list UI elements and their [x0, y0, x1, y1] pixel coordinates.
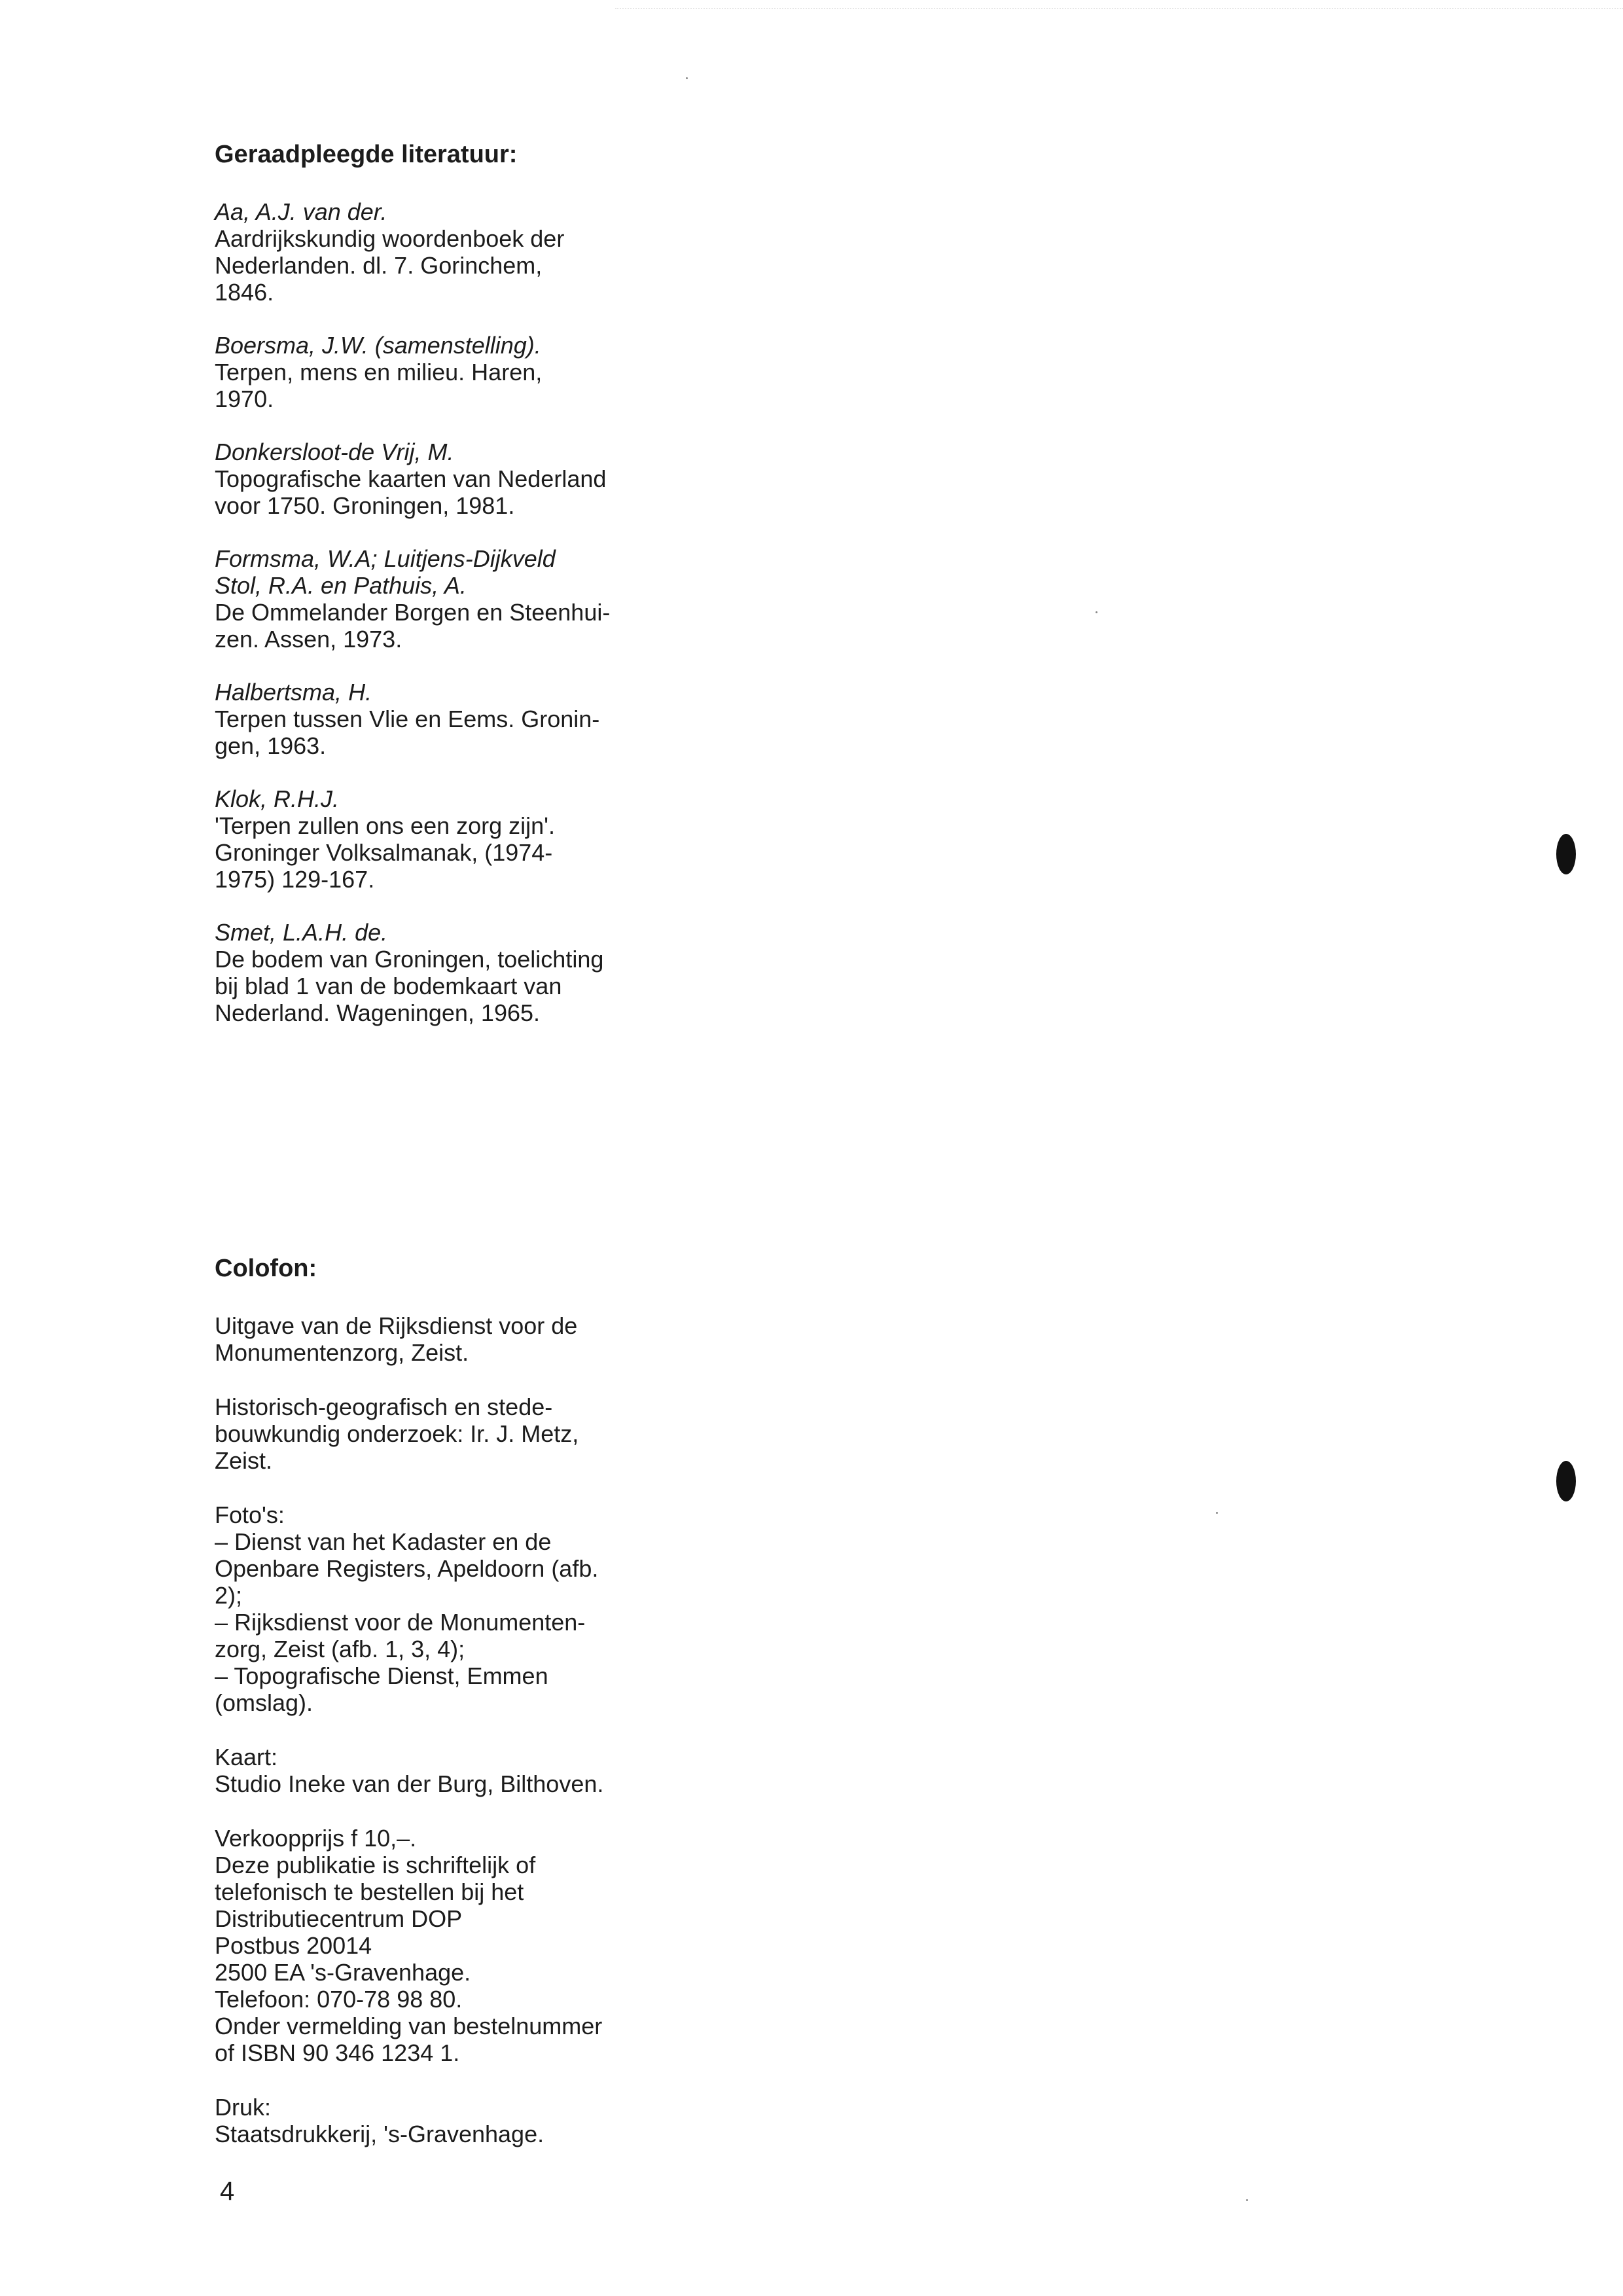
- colofon-heading: Colofon:: [215, 1255, 317, 1282]
- literature-entry: [215, 545, 673, 653]
- entry-text: De bodem van Groningen, toelichting bij blad 1 van de bodemkaart van Nederland. Wageningen, 1965.: [215, 946, 604, 1026]
- entry-author: Aa, A.J. van der.: [215, 198, 387, 225]
- scan-speck: [1216, 1512, 1218, 1514]
- entry-author: Smet, L.A.H. de.: [215, 919, 388, 946]
- entry-author: Boersma, J.W. (samenstelling).: [215, 332, 541, 359]
- literature-entry: [215, 439, 673, 519]
- colofon-photos: Foto's: – Dienst van het Kadaster en de Openbare Registers, Apeldoorn (afb. 2); – Rijksdienst voor de Monumenten- zorg, Zeist (afb. 1, 3, 4); – Topografische Dienst, Emmen (omslag).: [215, 1501, 599, 1716]
- colofon-ordering: Verkoopprijs f 10,–. Deze publikatie is schriftelijk of telefonisch te bestellen bij het Distributiecentrum DOP Postbus 20014 2500 EA 's-Gravenhage. Telefoon: 070-78 98 80. Onder vermelding van bestelnummer of ISBN 90 346 1234 1.: [215, 1825, 603, 2066]
- scan-speck: [1096, 611, 1097, 613]
- entry-text: Topografische kaarten van Nederland voor 1750. Groningen, 1981.: [215, 465, 607, 519]
- entry-text: De Ommelander Borgen en Steenhui- zen. Assen, 1973.: [215, 599, 611, 653]
- entry-author: Donkersloot-de Vrij, M.: [215, 439, 454, 465]
- literature-heading: Geraadpleegde literatuur:: [215, 141, 518, 168]
- literature-section: [215, 141, 673, 1052]
- literature-entry: [215, 919, 673, 1026]
- colofon-research: Historisch-geografisch en stede- bouwkundig onderzoek: Ir. J. Metz, Zeist.: [215, 1393, 579, 1474]
- literature-entry: [215, 785, 673, 893]
- entry-text: Terpen, mens en milieu. Haren, 1970.: [215, 359, 543, 412]
- entry-text: Terpen tussen Vlie en Eems. Gronin- gen, 1963.: [215, 706, 600, 759]
- colofon-publisher: Uitgave van de Rijksdienst voor de Monumentenzorg, Zeist.: [215, 1312, 578, 1366]
- colofon-section: [215, 1255, 673, 2175]
- literature-entry: [215, 198, 673, 306]
- entry-author: Klok, R.H.J.: [215, 785, 340, 812]
- entry-text: Aardrijkskundig woordenboek der Nederlanden. dl. 7. Gorinchem, 1846.: [215, 225, 565, 306]
- entry-author: Halbertsma, H.: [215, 679, 372, 706]
- punch-hole: [1556, 834, 1576, 874]
- literature-entry: [215, 679, 673, 759]
- punch-hole: [1556, 1461, 1576, 1501]
- colofon-map: Kaart: Studio Ineke van der Burg, Bilthoven.: [215, 1744, 604, 1797]
- scan-edge-line: [615, 8, 1623, 9]
- colofon-print: Druk: Staatsdrukkerij, 's-Gravenhage.: [215, 2094, 544, 2147]
- entry-text: 'Terpen zullen ons een zorg zijn'. Groninger Volksalmanak, (1974- 1975) 129-167.: [215, 812, 556, 893]
- scan-speck: [686, 77, 688, 79]
- scan-speck: [1246, 2199, 1248, 2201]
- entry-author: Formsma, W.A; Luitjens-Dijkveld Stol, R.A. en Pathuis, A.: [215, 545, 556, 599]
- literature-entry: [215, 332, 673, 412]
- page-number: 4: [220, 2177, 235, 2206]
